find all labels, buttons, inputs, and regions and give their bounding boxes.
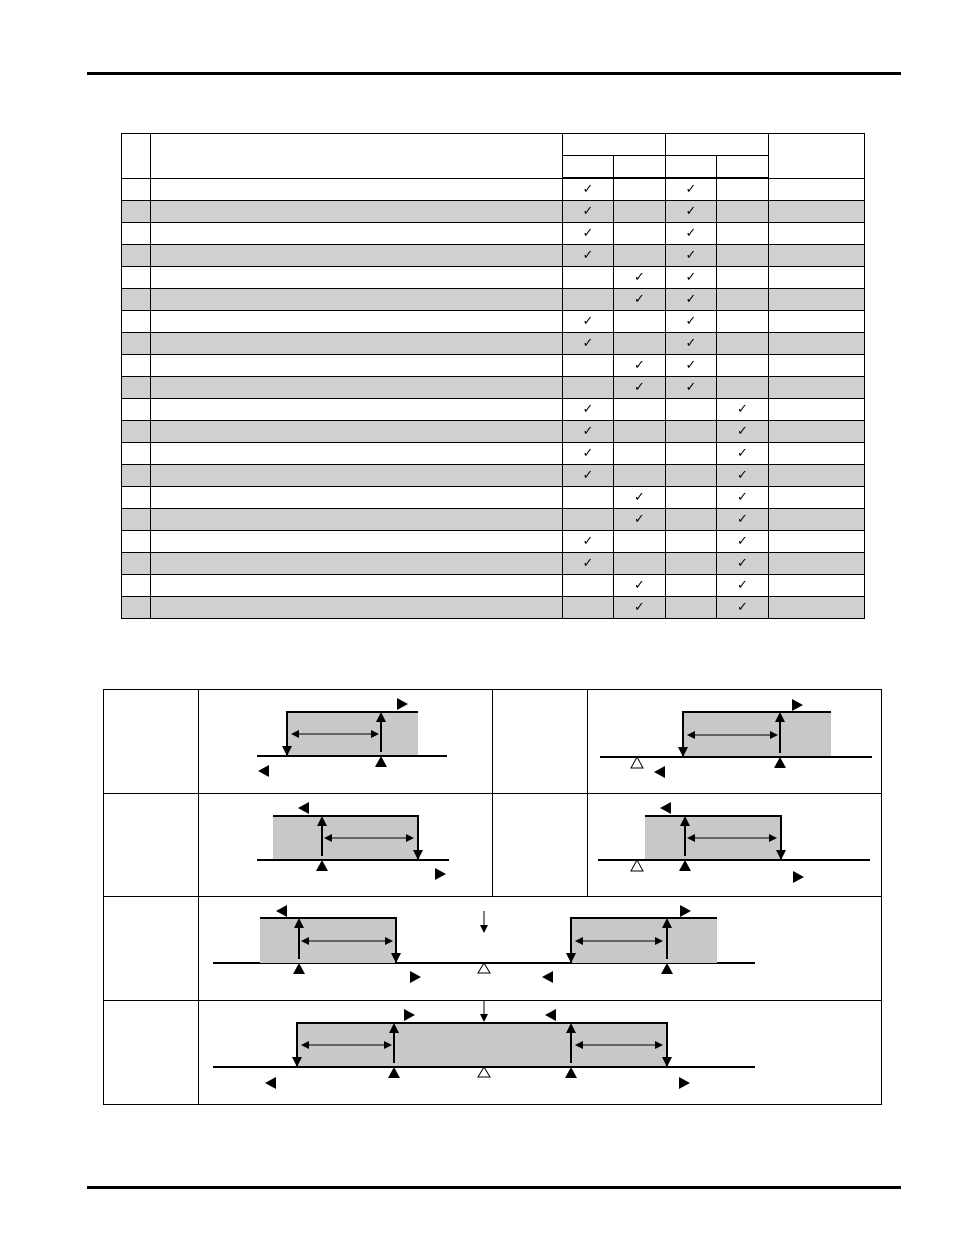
cell-no bbox=[122, 553, 151, 575]
cell-c2 bbox=[614, 333, 666, 355]
setpoint-marker-icon bbox=[293, 963, 305, 974]
table-row bbox=[122, 421, 865, 443]
cell-description bbox=[151, 311, 563, 333]
cell-c3: ✓ bbox=[666, 201, 717, 223]
setpoint-pointer-icon bbox=[480, 925, 488, 933]
cell-c4: ✓ bbox=[717, 597, 769, 619]
cell-c1 bbox=[563, 377, 614, 399]
table-row bbox=[122, 289, 865, 311]
cell-c2: ✓ bbox=[614, 355, 666, 377]
cell-c2: ✓ bbox=[614, 575, 666, 597]
cell-description bbox=[151, 267, 563, 289]
cell-description bbox=[151, 597, 563, 619]
cell-description bbox=[151, 399, 563, 421]
cell-c4: ✓ bbox=[717, 421, 769, 443]
cell-c1: ✓ bbox=[563, 421, 614, 443]
setpoint-pointer-icon bbox=[480, 1014, 488, 1022]
cell-no bbox=[122, 333, 151, 355]
alarm-type-table bbox=[121, 133, 865, 619]
cell-no bbox=[122, 597, 151, 619]
direction-left-icon bbox=[545, 1009, 556, 1021]
header-group-2 bbox=[666, 134, 769, 156]
direction-right-icon bbox=[397, 698, 408, 710]
cell-c2 bbox=[614, 465, 666, 487]
cell-description bbox=[151, 575, 563, 597]
cell-c4 bbox=[717, 377, 769, 399]
table-row bbox=[122, 597, 865, 619]
standby-marker-icon bbox=[631, 757, 643, 768]
cell-c1: ✓ bbox=[563, 311, 614, 333]
cell-c3: ✓ bbox=[666, 178, 717, 201]
table-row bbox=[122, 553, 865, 575]
cell-remark bbox=[769, 333, 865, 355]
direction-right-icon bbox=[404, 1009, 415, 1021]
header-remark bbox=[769, 134, 865, 179]
cell-c3 bbox=[666, 487, 717, 509]
cell-remark bbox=[769, 597, 865, 619]
cell-c4 bbox=[717, 267, 769, 289]
mode-label-mid-1 bbox=[493, 690, 588, 794]
cell-c3: ✓ bbox=[666, 311, 717, 333]
table-row bbox=[122, 223, 865, 245]
cell-c1: ✓ bbox=[563, 245, 614, 267]
mode-label-1 bbox=[104, 690, 199, 794]
cell-c3 bbox=[666, 399, 717, 421]
mode-label-3 bbox=[104, 897, 199, 1001]
cell-no bbox=[122, 377, 151, 399]
table-row bbox=[122, 399, 865, 421]
cell-description bbox=[151, 333, 563, 355]
table-row bbox=[122, 487, 865, 509]
cell-remark bbox=[769, 421, 865, 443]
cell-c2 bbox=[614, 443, 666, 465]
standby-marker-icon bbox=[631, 860, 643, 871]
direction-left-icon bbox=[258, 765, 269, 777]
cell-c4: ✓ bbox=[717, 575, 769, 597]
table-row bbox=[122, 377, 865, 399]
table-row bbox=[122, 311, 865, 333]
diagram-lower-deviation-standby bbox=[588, 794, 882, 897]
table-row bbox=[122, 178, 865, 201]
cell-remark bbox=[769, 443, 865, 465]
cell-c1: ✓ bbox=[563, 223, 614, 245]
diagram-lower-deviation bbox=[199, 794, 493, 897]
setpoint-marker-icon bbox=[375, 756, 387, 767]
header-alarm-type bbox=[151, 134, 563, 179]
table-row bbox=[122, 443, 865, 465]
cell-no bbox=[122, 509, 151, 531]
cell-description bbox=[151, 531, 563, 553]
cell-description bbox=[151, 377, 563, 399]
cell-description bbox=[151, 509, 563, 531]
direction-right-icon bbox=[792, 699, 803, 711]
cell-no bbox=[122, 355, 151, 377]
cell-remark bbox=[769, 267, 865, 289]
cell-c3: ✓ bbox=[666, 333, 717, 355]
cell-c1: ✓ bbox=[563, 201, 614, 223]
table-row bbox=[122, 465, 865, 487]
direction-left-icon bbox=[542, 971, 553, 983]
cell-description bbox=[151, 245, 563, 267]
cell-c3 bbox=[666, 597, 717, 619]
subheader-1a bbox=[563, 156, 614, 179]
table-row bbox=[122, 355, 865, 377]
cell-c4 bbox=[717, 311, 769, 333]
cell-c4 bbox=[717, 355, 769, 377]
cell-c3 bbox=[666, 531, 717, 553]
cell-description bbox=[151, 421, 563, 443]
cell-c1 bbox=[563, 289, 614, 311]
table-row bbox=[122, 201, 865, 223]
cell-c2 bbox=[614, 399, 666, 421]
cell-c3: ✓ bbox=[666, 289, 717, 311]
cell-no bbox=[122, 201, 151, 223]
cell-remark bbox=[769, 531, 865, 553]
direction-right-icon bbox=[435, 868, 446, 880]
cell-remark bbox=[769, 311, 865, 333]
cell-no bbox=[122, 465, 151, 487]
cell-c1: ✓ bbox=[563, 178, 614, 201]
diagram-band-inside bbox=[199, 1001, 882, 1105]
cell-c2: ✓ bbox=[614, 487, 666, 509]
cell-remark bbox=[769, 245, 865, 267]
cell-c3: ✓ bbox=[666, 355, 717, 377]
cell-c1: ✓ bbox=[563, 399, 614, 421]
cell-c2: ✓ bbox=[614, 377, 666, 399]
cell-c2 bbox=[614, 201, 666, 223]
cell-remark bbox=[769, 465, 865, 487]
cell-c4 bbox=[717, 245, 769, 267]
subheader-2b bbox=[717, 156, 769, 179]
cell-description bbox=[151, 201, 563, 223]
cell-c3 bbox=[666, 465, 717, 487]
cell-remark bbox=[769, 553, 865, 575]
header-rule bbox=[87, 72, 901, 75]
cell-description bbox=[151, 223, 563, 245]
cell-no bbox=[122, 245, 151, 267]
cell-description bbox=[151, 553, 563, 575]
cell-c4: ✓ bbox=[717, 487, 769, 509]
cell-no bbox=[122, 178, 151, 201]
table-row bbox=[122, 245, 865, 267]
table-row bbox=[122, 531, 865, 553]
diagram-upper-deviation bbox=[199, 690, 493, 794]
cell-description bbox=[151, 487, 563, 509]
cell-remark bbox=[769, 509, 865, 531]
cell-c3 bbox=[666, 443, 717, 465]
cell-c1 bbox=[563, 575, 614, 597]
subheader-1b bbox=[614, 156, 666, 179]
cell-c2 bbox=[614, 178, 666, 201]
cell-no bbox=[122, 531, 151, 553]
cell-c4 bbox=[717, 178, 769, 201]
cell-c4: ✓ bbox=[717, 399, 769, 421]
setpoint-marker-icon bbox=[316, 860, 328, 871]
table-row bbox=[122, 509, 865, 531]
cell-c2 bbox=[614, 421, 666, 443]
diagram-upper-deviation-standby bbox=[588, 690, 882, 794]
cell-c4 bbox=[717, 289, 769, 311]
diagram-band-outside bbox=[199, 897, 882, 1001]
cell-c3: ✓ bbox=[666, 377, 717, 399]
cell-c3: ✓ bbox=[666, 267, 717, 289]
direction-left-icon bbox=[298, 802, 309, 814]
cell-no bbox=[122, 289, 151, 311]
cell-c4: ✓ bbox=[717, 465, 769, 487]
cell-description bbox=[151, 443, 563, 465]
setpoint-marker-icon bbox=[679, 860, 691, 871]
cell-remark bbox=[769, 201, 865, 223]
cell-remark bbox=[769, 377, 865, 399]
cell-c1 bbox=[563, 355, 614, 377]
cell-c3: ✓ bbox=[666, 245, 717, 267]
cell-c3 bbox=[666, 421, 717, 443]
mode-label-4 bbox=[104, 1001, 199, 1105]
setpoint-hollow-marker-icon bbox=[478, 1067, 490, 1077]
cell-c1: ✓ bbox=[563, 553, 614, 575]
alarm-mode-diagram-table bbox=[103, 689, 882, 1105]
cell-remark bbox=[769, 355, 865, 377]
cell-c2 bbox=[614, 531, 666, 553]
table-row bbox=[122, 333, 865, 355]
direction-left-icon bbox=[660, 802, 671, 814]
cell-c2 bbox=[614, 553, 666, 575]
direction-right-icon bbox=[679, 1077, 690, 1089]
cell-no bbox=[122, 487, 151, 509]
cell-remark bbox=[769, 223, 865, 245]
setpoint-hollow-marker-icon bbox=[478, 963, 490, 973]
direction-left-icon bbox=[654, 766, 665, 778]
cell-c1 bbox=[563, 509, 614, 531]
cell-c1: ✓ bbox=[563, 465, 614, 487]
cell-no bbox=[122, 311, 151, 333]
cell-remark bbox=[769, 178, 865, 201]
cell-no bbox=[122, 223, 151, 245]
cell-description bbox=[151, 289, 563, 311]
cell-c2: ✓ bbox=[614, 509, 666, 531]
cell-remark bbox=[769, 399, 865, 421]
cell-c1: ✓ bbox=[563, 531, 614, 553]
table-row bbox=[122, 575, 865, 597]
direction-right-icon bbox=[680, 905, 691, 917]
table-row bbox=[122, 267, 865, 289]
cell-c4 bbox=[717, 201, 769, 223]
cell-c2: ✓ bbox=[614, 289, 666, 311]
cell-c3 bbox=[666, 553, 717, 575]
cell-c4: ✓ bbox=[717, 531, 769, 553]
setpoint-marker-icon bbox=[661, 963, 673, 974]
cell-c3: ✓ bbox=[666, 223, 717, 245]
cell-c2 bbox=[614, 223, 666, 245]
cell-c1: ✓ bbox=[563, 443, 614, 465]
cell-remark bbox=[769, 487, 865, 509]
cell-no bbox=[122, 399, 151, 421]
cell-c2 bbox=[614, 311, 666, 333]
cell-c4 bbox=[717, 333, 769, 355]
cell-c1 bbox=[563, 487, 614, 509]
cell-no bbox=[122, 421, 151, 443]
setpoint-marker-icon bbox=[774, 757, 786, 768]
cell-c1 bbox=[563, 267, 614, 289]
direction-right-icon bbox=[410, 971, 421, 983]
cell-c3 bbox=[666, 575, 717, 597]
cell-remark bbox=[769, 289, 865, 311]
cell-c2: ✓ bbox=[614, 597, 666, 619]
cell-c4: ✓ bbox=[717, 443, 769, 465]
mode-label-2 bbox=[104, 794, 199, 897]
cell-c2 bbox=[614, 245, 666, 267]
cell-c1: ✓ bbox=[563, 333, 614, 355]
direction-left-icon bbox=[265, 1077, 276, 1089]
setpoint-marker-icon bbox=[388, 1067, 400, 1078]
cell-no bbox=[122, 443, 151, 465]
cell-no bbox=[122, 575, 151, 597]
cell-c3 bbox=[666, 509, 717, 531]
cell-no bbox=[122, 267, 151, 289]
cell-c4 bbox=[717, 223, 769, 245]
cell-c4: ✓ bbox=[717, 553, 769, 575]
cell-description bbox=[151, 178, 563, 201]
mode-label-mid-2 bbox=[493, 794, 588, 897]
subheader-2a bbox=[666, 156, 717, 179]
header-group-1 bbox=[563, 134, 666, 156]
direction-right-icon bbox=[793, 871, 804, 883]
cell-remark bbox=[769, 575, 865, 597]
footer-rule bbox=[87, 1186, 901, 1189]
header-number bbox=[122, 134, 151, 179]
cell-c1 bbox=[563, 597, 614, 619]
cell-c2: ✓ bbox=[614, 267, 666, 289]
cell-description bbox=[151, 355, 563, 377]
cell-c4: ✓ bbox=[717, 509, 769, 531]
cell-description bbox=[151, 465, 563, 487]
direction-left-icon bbox=[276, 905, 287, 917]
setpoint-marker-icon bbox=[565, 1067, 577, 1078]
